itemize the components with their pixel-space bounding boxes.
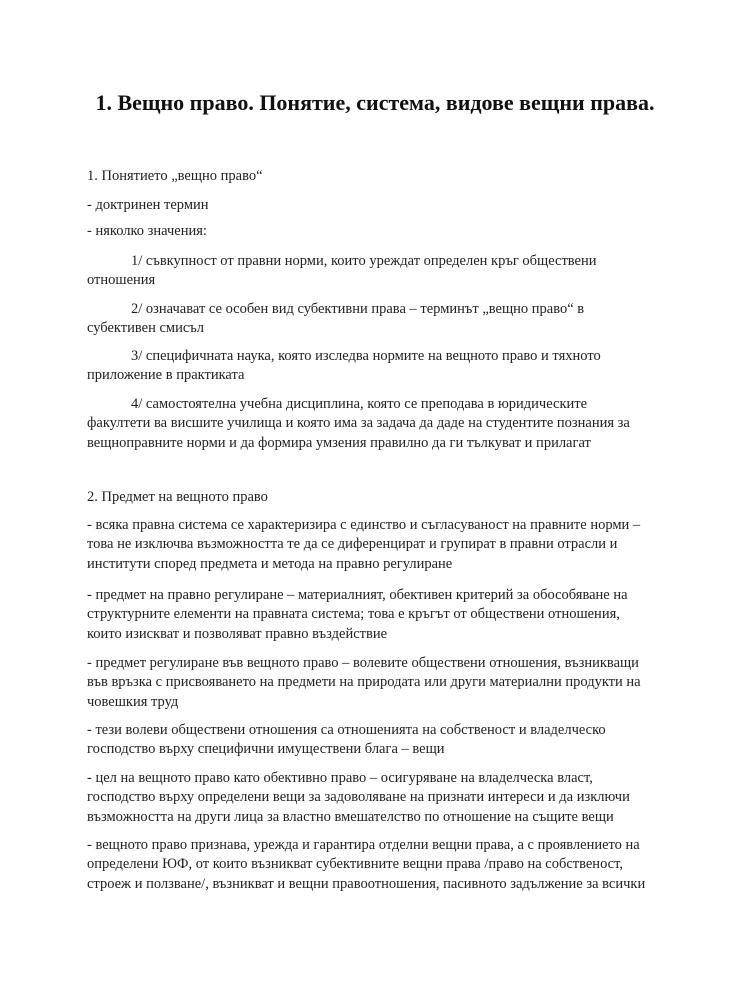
line: - предмет регулиране във вещното право – волевите обществени отношения, възникващи bbox=[87, 655, 639, 671]
paragraph bbox=[87, 300, 687, 339]
paragraph bbox=[87, 395, 687, 453]
line: приложение в практиката bbox=[87, 367, 245, 384]
paragraph bbox=[87, 836, 687, 894]
line: - вещното право признава, урежда и гарантира отделни вещни права, а с проявлението на bbox=[87, 837, 640, 853]
line: човешкия труд bbox=[87, 693, 179, 710]
line: 4/ самостоятелна учебна дисциплина, която се преподава в юридическите bbox=[131, 396, 588, 412]
line: отношения bbox=[87, 272, 156, 289]
line: - доктринен термин bbox=[87, 197, 209, 213]
line: възможността на други лица за властно вмешателство по отношение на същите вещи bbox=[87, 808, 614, 825]
line: които изискват и позволяват правно въздействие bbox=[87, 625, 388, 642]
paragraph bbox=[87, 769, 687, 827]
heading-text: 2. Предмет на вещното право bbox=[87, 489, 268, 505]
line: - няколко значения: bbox=[87, 223, 207, 239]
line: факултети ва висшите училища и която има за задача да даде на студентите познания за bbox=[87, 415, 630, 432]
line: определени ЮФ, от които възникват субективните вещни права /право на собственост, bbox=[87, 856, 623, 873]
line: строеж и ползване/, възникват и вещни правоотношения, пасивното задължение за всички bbox=[87, 875, 646, 892]
line: - тези волеви обществени отношения са отношенията на собственост и владелческо bbox=[87, 722, 606, 738]
paragraph bbox=[87, 252, 687, 291]
heading-text: 1. Понятието „вещно право“ bbox=[87, 168, 263, 184]
paragraph bbox=[87, 516, 687, 574]
line: във връзка с присвояването на предмети на природата или други материални продукти на bbox=[87, 674, 641, 691]
paragraph bbox=[87, 347, 687, 386]
line: структурните елементи на правната система; това е кръгът от обществени отношения, bbox=[87, 606, 620, 623]
section-2-heading bbox=[87, 488, 687, 507]
line: господство върху определени вещи за задоволяване на признати интереси и да изключи bbox=[87, 789, 630, 806]
document-title: 1. Вещно право. Понятие, система, видове вещни права. bbox=[95, 90, 655, 115]
paragraph bbox=[87, 222, 687, 241]
line: - цел на вещното право като обективно право – осигуряване на владелческа власт, bbox=[87, 770, 593, 786]
paragraph bbox=[87, 586, 687, 644]
line: 3/ специфичната наука, която изследва нормите на вещното право и тяхното bbox=[131, 348, 601, 364]
paragraph bbox=[87, 654, 687, 712]
line: 1/ съвкупност от правни норми, които уреждат определен кръг обществени bbox=[131, 253, 597, 269]
line: субективен смисъл bbox=[87, 320, 204, 337]
line: институти според предмета и метода на правно регулиране bbox=[87, 555, 453, 572]
line: - предмет на правно регулиране – материалният, обективен критерий за обособяване на bbox=[87, 587, 628, 603]
line: това не изключва възможността те да се диференцират и групират в правни отрасли и bbox=[87, 536, 618, 553]
line: господство върху специфични имуществени блага – вещи bbox=[87, 741, 445, 758]
paragraph bbox=[87, 196, 687, 215]
paragraph bbox=[87, 721, 687, 760]
section-1-heading bbox=[87, 167, 687, 186]
line: 2/ означават се особен вид субективни права – терминът „вещно право“ в bbox=[131, 301, 585, 317]
line: - всяка правна система се характеризира с единство и съгласуваност на правните норми – bbox=[87, 517, 641, 533]
line: вещноправните норми и да формира умзения правилно да ги тълкуват и прилагат bbox=[87, 434, 591, 451]
